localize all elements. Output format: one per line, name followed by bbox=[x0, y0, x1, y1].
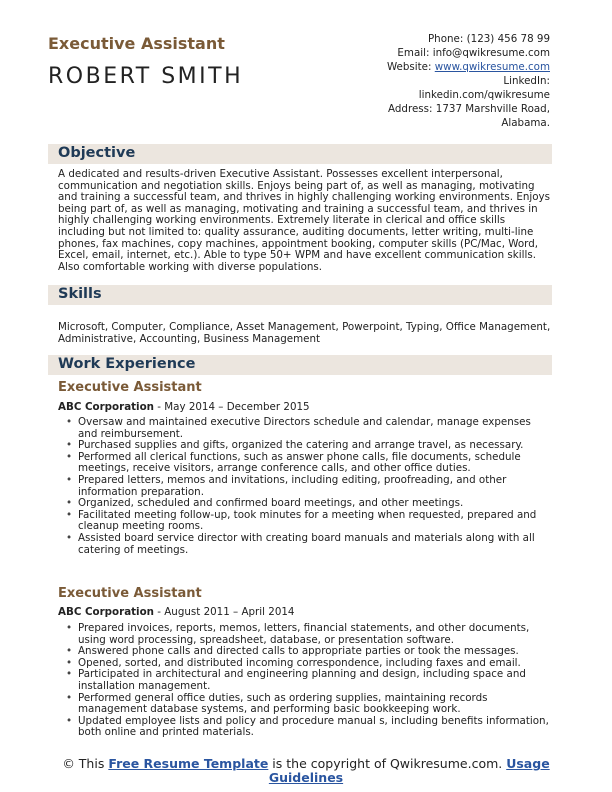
job-2-duties bbox=[66, 623, 550, 739]
free-resume-template-link[interactable]: Free Resume Template bbox=[108, 756, 269, 771]
work-heading: Work Experience bbox=[58, 356, 196, 372]
contact-website bbox=[290, 60, 550, 74]
list-item: • Updated employee lists and policy and procedure manual s, including benefits information, both online and printed materials. bbox=[66, 716, 550, 739]
header-job-title: Executive Assistant bbox=[48, 34, 225, 53]
email-value: info@qwikresume.com bbox=[432, 47, 550, 59]
skills-section-header bbox=[48, 285, 552, 305]
job-2-company: ABC Corporation bbox=[58, 606, 154, 618]
contact-email bbox=[290, 46, 550, 60]
linkedin-value: linkedin.com/qwikresume bbox=[418, 89, 550, 101]
contact-phone bbox=[290, 32, 550, 46]
website-link[interactable]: www.qwikresume.com bbox=[434, 61, 550, 73]
linkedin-label: LinkedIn: bbox=[503, 75, 550, 87]
email-label: Email: bbox=[397, 47, 430, 59]
phone-label: Phone: bbox=[427, 33, 464, 45]
job-1-company-line bbox=[58, 401, 310, 413]
list-item: • Oversaw and maintained executive Directors schedule and calendar, manage expenses and reimbursement. bbox=[66, 417, 550, 440]
list-item: • Facilitated meeting follow-up, took minutes for a meeting when requested, prepared and cleanup meeting rooms. bbox=[66, 510, 550, 533]
job-2-title: Executive Assistant bbox=[58, 586, 202, 601]
footer-middle: is the copyright of Qwikresume.com. bbox=[268, 756, 507, 771]
list-item: • Participated in architectural and engineering planning and design, including space and installation management. bbox=[66, 669, 550, 692]
list-item: • Assisted board service director with creating board manuals and materials along with all catering of meetings. bbox=[66, 533, 550, 556]
skills-text: Microsoft, Computer, Compliance, Asset Management, Powerpoint, Typing, Office Management, Administrative, Accounting, Business Management bbox=[58, 321, 551, 345]
address-label: Address: bbox=[388, 103, 433, 115]
phone-value: (123) 456 78 99 bbox=[466, 33, 550, 45]
job-2-dates: - August 2011 – April 2014 bbox=[154, 606, 295, 618]
footer-prefix: © This bbox=[62, 756, 109, 771]
list-item: • Opened, sorted, and distributed incoming correspondence, including faxes and email. bbox=[66, 658, 550, 670]
job-1-dates: - May 2014 – December 2015 bbox=[154, 401, 310, 413]
address-line1: 1737 Marshville Road, bbox=[435, 103, 550, 115]
job-1-title: Executive Assistant bbox=[58, 380, 202, 395]
list-item: • Answered phone calls and directed calls to appropriate parties or took the messages. bbox=[66, 646, 550, 658]
job-2-company-line bbox=[58, 606, 294, 618]
list-item: • Purchased supplies and gifts, organized the catering and arrange travel, as necessary. bbox=[66, 440, 550, 452]
list-item: • Prepared invoices, reports, memos, letters, financial statements, and other documents, using word processing, spreadsheet, database, or presentation software. bbox=[66, 623, 550, 646]
objective-section-header bbox=[48, 144, 552, 164]
skills-heading: Skills bbox=[58, 286, 102, 302]
website-label: Website: bbox=[386, 61, 432, 73]
job-1-company: ABC Corporation bbox=[58, 401, 154, 413]
list-item: • Organized, scheduled and confirmed board meetings, and other meetings. bbox=[66, 498, 550, 510]
list-item: • Performed general office duties, such as ordering supplies, maintaining records management database systems, and performing basic bookkeeping work. bbox=[66, 693, 550, 716]
work-section-header bbox=[48, 355, 552, 375]
list-item: • Prepared letters, memos and invitations, including editing, proofreading, and other information preparation. bbox=[66, 475, 550, 498]
objective-heading: Objective bbox=[58, 145, 136, 161]
job-1-duties bbox=[66, 417, 550, 556]
list-item: • Performed all clerical functions, such as answer phone calls, file documents, schedule meetings, receive visitors, arrange conference calls, and other office duties. bbox=[66, 452, 550, 475]
contact-address bbox=[290, 102, 550, 116]
contact-block bbox=[290, 32, 550, 130]
candidate-name: ROBERT SMITH bbox=[48, 64, 244, 89]
objective-text: A dedicated and results-driven Executive Assistant. Possesses excellent interpersonal, communication and negotiation skills. Enjoys being part of, as well as managing, motivating and training a successful team, and thrives in highly challenging working environments. Enjoys being part of, as well as managing, motivating and training a successful team, and thrives in highly challenging working environments. Extremely literate in clerical and office skills including but not limited to: quality assurance, auditing documents, letter writing, multi-line phones, fax machines, copy machines, appointment booking, computer skills (PC/Mac, Word, Excel, email, internet, etc.). Able to type 50+ WPM and have excellent communication skills. Also comfortable working with diverse populations. bbox=[58, 168, 550, 273]
usage-guidelines-link[interactable]: Usage Guidelines bbox=[268, 756, 550, 785]
copyright-footer bbox=[60, 757, 552, 785]
address-line2: Alabama. bbox=[501, 117, 550, 129]
